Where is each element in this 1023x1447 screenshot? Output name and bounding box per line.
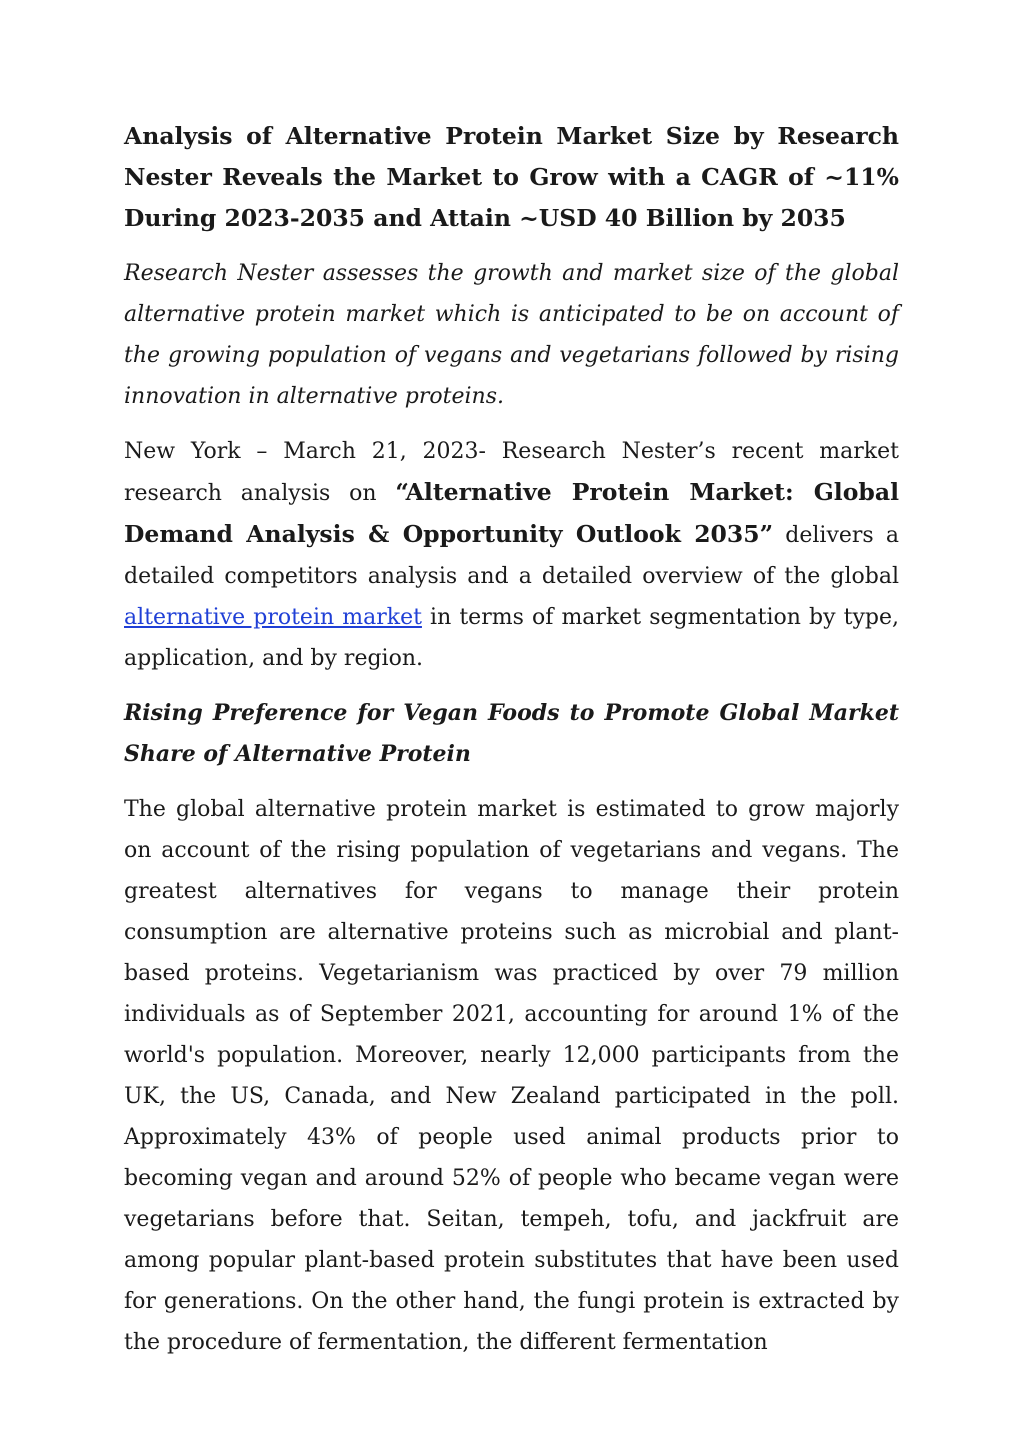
section-subheading: Rising Preference for Vegan Foods to Promote Global Market Share of Alternative Protein: [124, 700, 899, 767]
press-tail-text: in terms of market segmentation by type, application, and by region.: [124, 605, 899, 671]
press-paragraph: [124, 431, 899, 679]
report-title: “Alternative Protein Market: Global Demand Analysis & Opportunity Outlook 2035”: [124, 478, 899, 548]
press-lead-text: New York – March 21, 2023- Research Nester’s recent market research analysis on: [124, 439, 899, 506]
body-paragraph: The global alternative protein market is estimated to grow majorly on account of the rising population of vegetarians and vegans. The greatest alternatives for vegans to manage their protein consumption are alternative proteins such as microbial and plant-based proteins. Vegetarianism was practiced by over 79 million individuals as of September 2021, accounting for around 1% of the world's population. Moreover, nearly 12,000 participants from the UK, the US, Canada, and New Zealand participated in the poll. Approximately 43% of people used animal products prior to becoming vegan and around 52% of people who became vegan were vegetarians before that. Seitan, tempeh, tofu, and jackfruit are among popular plant-based protein substitutes that have been used for generations. On the other hand, the fungi protein is extracted by the procedure of fermentation, the different fermentation: [124, 797, 899, 1355]
intro-summary: Research Nester assesses the growth and market size of the global alternative protein market which is anticipated to be on account of the growing population of vegans and vegetarians followed by rising innovation in alternative proteins.: [124, 261, 899, 409]
press-release-title: Analysis of Alternative Protein Market Size by Research Nester Reveals the Market to Grow with a CAGR of ~11% During 2023-2035 and Attain ~USD 40 Billion by 2035: [124, 122, 899, 232]
alternative-protein-market-link[interactable]: alternative protein market: [124, 605, 422, 630]
press-middle-text: delivers a detailed competitors analysis and a detailed overview of the global: [124, 523, 899, 589]
document-body: [124, 116, 899, 1363]
